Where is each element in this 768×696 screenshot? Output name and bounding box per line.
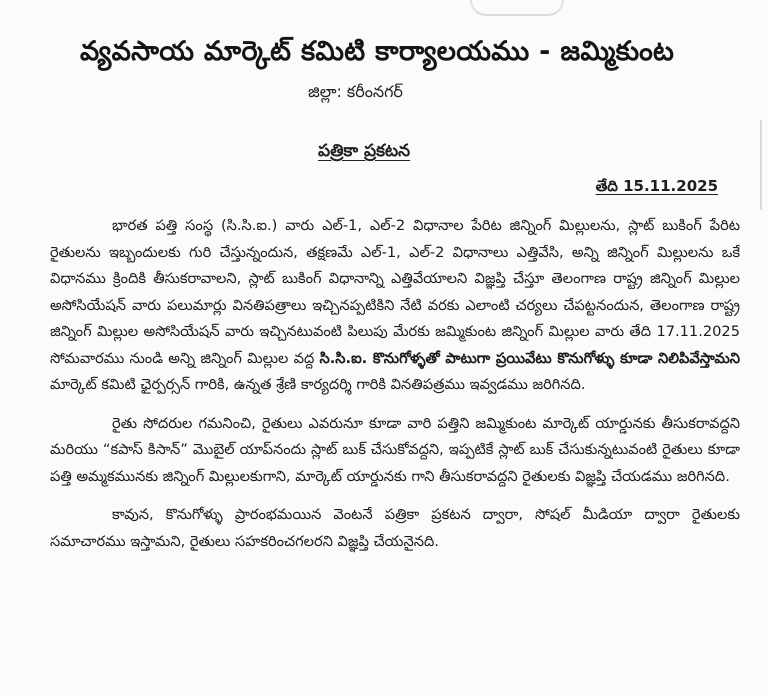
letterhead	[80, 36, 720, 101]
paragraph-3: కావున, కొనుగోళ్ళు ప్రారంభమయిన వెంటనే పత్రికా ప్రకటన ద్వారా, సోషల్ మీడియా ద్వారా రైతులకు సమాచారము ఇస్తామని, రైతులు సహకరించగలరని విజ్ఞప్తి చేయనైనది.	[50, 506, 740, 550]
paragraph-2: రైతు సోదరుల గమనించి, రైతులు ఎవరునూ కూడా వారి పత్తిని జమ్మికుంట మార్కెట్ యార్డునకు తీసుకరావద్దని మరియు “కపాస్ కిసాన్” మొబైల్ యాప్‌నందు స్లాట్ బుక్ చేసుకోవద్దని, ఇప్పటికే స్లాట్ బుక్ చేసుకున్నటువంటి రైతులు కూడా పత్తి అమ్మకమునకు జిన్నింగ్ మిల్లులకుగాని, మార్కెట్ యార్డునకు గాని తీసుకరావద్దని రైతులకు విజ్ఞప్తి చేయడము జరిగినది.	[50, 414, 740, 485]
press-release-heading: పత్రికా ప్రకటన	[318, 141, 411, 161]
notice-date: తేది 15.11.2025	[595, 177, 718, 195]
paragraph-1-text-end: మార్కెట్ కమిటి ఛైర్పర్సన్ గారికి, ఉన్నత శ్రేణి కార్యదర్శి గారికి వినతిపత్రము ఇవ్వడము జరిగినది.	[50, 376, 586, 393]
paragraph-1-bold-text: సి.సి.ఐ. కొనుగోళ్ళతో పాటుగా ప్రయివేటు కొనుగోళ్ళు కూడా నిలిపివేస్తామని	[319, 349, 741, 367]
office-title: వ్యవసాయ మార్కెట్ కమిటి కార్యాలయము - జమ్మికుంట	[80, 36, 675, 67]
office-district: జిల్లా: కరీంనగర్	[308, 82, 403, 101]
paragraph-1	[50, 213, 740, 399]
stamp-mark	[470, 0, 564, 16]
notice-body	[50, 213, 740, 567]
margin-mark	[760, 120, 762, 210]
paragraph-1-text: భారత పత్తి సంస్థ (సి.సి.ఐ.) వారు ఎల్-1, ఎల్-2 విధానాల పేరిట జిన్నింగ్ మిల్లులను, స్లాట్ బుకింగ్ పేరిట రైతులను ఇబ్బందులకు గురి చేస్తున్నందున, తక్షణమే ఎల్-1, ఎల్-2 విధానాలు ఎత్తివేసి, అన్ని జిన్నింగ్ మిల్లులను ఒకే విధానము క్రిందికి తీసుకరావాలని, స్లాట్ బుకింగ్ విధానాన్ని ఎత్తివేయాలని విజ్ఞప్తి చేస్తూ తెలంగాణ రాష్ట్ర జిన్నింగ్ మిల్లుల అసోసియేషన్ వారు పలుమార్లు వినతిపత్రాలు ఇచ్చినప్పటికిని నేటి వరకు ఎలాంటి చర్యలు చేపట్టనందున, తెలంగాణ రాష్ట్ర జిన్నింగ్ మిల్లుల అసోసియేషన్ వారు ఇచ్చినటువంటి పిలుపు మేరకు జమ్మికుంట జిన్నింగ్ మిల్లుల వారు తేది 17.11.2025 సోమవారము నుండి అన్ని జిన్నింగ్ మిల్లుల వద్ద	[50, 217, 740, 367]
